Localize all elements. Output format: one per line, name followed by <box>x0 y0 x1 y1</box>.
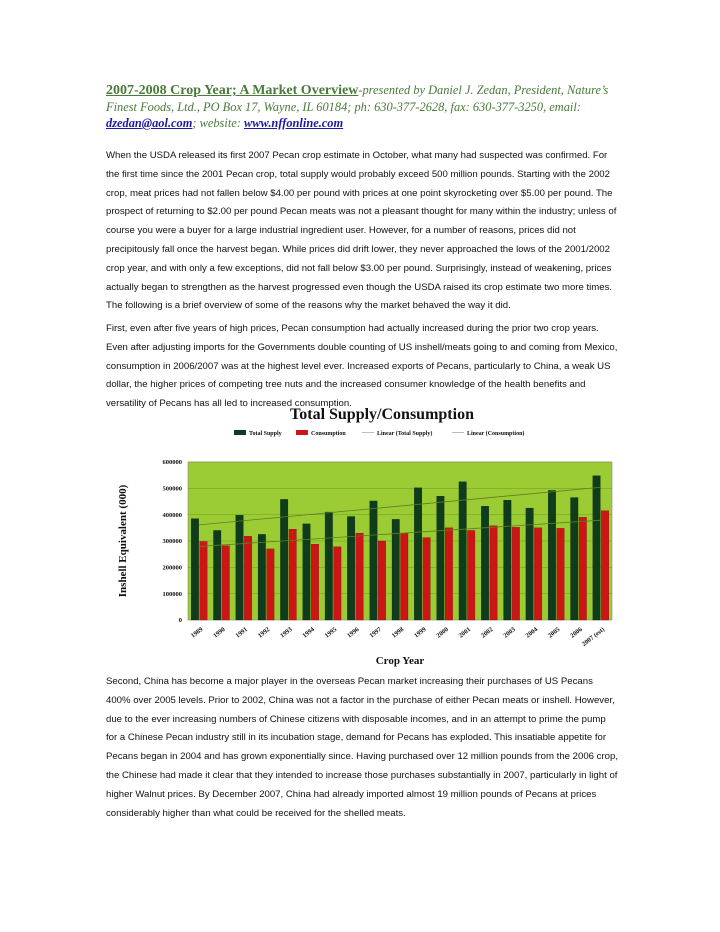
legend-label-total-supply: Total Supply <box>249 431 282 437</box>
chart-title: Total Supply/Consumption <box>290 406 474 423</box>
email-link[interactable]: dzedan@aol.com <box>106 116 193 130</box>
bar-total-supply <box>548 490 556 620</box>
presenter-byline: -presented by Daniel J. Zedan, President, Nature’s Finest Foods, Ltd., PO Box 17, Wayne, IL 60184; ph: 630-377-2628, fax: 630-377-3250, email: <box>106 83 609 114</box>
x-tick-label: 1990 <box>212 626 227 640</box>
bar-total-supply <box>593 476 601 620</box>
bar-consumption <box>200 542 208 620</box>
bar-total-supply <box>414 488 422 620</box>
bar-consumption <box>445 528 453 620</box>
document-title: 2007-2008 Crop Year; A Market Overview <box>106 83 359 98</box>
paragraph-1: When the USDA released its first 2007 Pecan crop estimate in October, what many had suspected was confirmed. For the first time since the 2001 Pecan crop, total supply would probably exceed 500 million pounds. Starting with the 2002 crop, meat prices had not fallen below $4.00 per pound with prices at one point skyrocketing over $5.00 per pound. The prospect of returning to $2.00 per pound Pecan meats was not a pleasant thought for many within the industry; unless of course you were a buyer for a large industrial ingredient user. However, for a number of reasons, prices did not precipitously fall once the harvest began. While prices did drift lower, they never approached the lows of the 2001/2002 crop year, and with only a few exceptions, did not fall below $3.00 per pound. Surprisingly, instead of weakening, prices actually began to strengthen as the harvest progressed even though the USDA raised its crop estimate two more times. The following is a brief overview of some of the reasons why the market behaved the way it did. <box>106 150 617 312</box>
bar-total-supply <box>392 519 400 620</box>
bar-total-supply <box>303 524 311 620</box>
bar-total-supply <box>213 530 221 620</box>
document-header <box>106 82 626 131</box>
x-tick-label: 2007 (est) <box>580 626 607 648</box>
bar-consumption <box>601 511 609 620</box>
legend-label-linear-consumption: Linear (Consumption) <box>467 431 525 437</box>
supply-consumption-chart <box>106 400 618 672</box>
x-tick-label: 2006 <box>569 626 584 640</box>
website-link[interactable]: www.nffonline.com <box>244 116 344 130</box>
paragraph-2: First, even after five years of high prices, Pecan consumption had actually increased during the prior two crop years. Even after adjusting imports for the Governments double counting of US inshell/meats going to and coming from Mexico, consumption in 2006/2007 was at the highest level ever. Increased exports of Pecans, particularly to China, a weak US dollar, the higher prices of competing tree nuts and the increased consumer knowledge of the health benefits and versatility of Pecans has all led to increased consumption. <box>106 323 618 410</box>
bar-consumption <box>378 541 386 620</box>
x-tick-label: 1991 <box>234 626 250 640</box>
x-tick-label: 1994 <box>301 626 316 640</box>
bar-total-supply <box>459 482 467 620</box>
y-tick-label: 300000 <box>162 538 182 546</box>
bar-total-supply <box>370 501 378 620</box>
bar-consumption <box>423 538 431 620</box>
bar-consumption <box>557 528 565 620</box>
bar-consumption <box>267 549 275 620</box>
bar-total-supply <box>191 519 199 620</box>
x-tick-label: 1996 <box>346 626 361 640</box>
bar-consumption <box>579 517 587 620</box>
bar-total-supply <box>504 500 512 620</box>
bar-consumption <box>222 546 230 620</box>
website-prefix: ; website: <box>192 116 244 130</box>
bar-total-supply <box>571 498 579 620</box>
bar-consumption <box>311 544 319 620</box>
bar-total-supply <box>325 512 333 620</box>
bar-total-supply <box>481 506 489 620</box>
bar-consumption <box>467 530 475 620</box>
bar-consumption <box>534 528 542 620</box>
chart-svg <box>106 400 618 672</box>
x-tick-label: 1999 <box>412 626 428 640</box>
x-tick-label: 1997 <box>368 626 383 640</box>
y-tick-label: 0 <box>178 617 182 625</box>
legend-label-consumption: Consumption <box>311 431 346 437</box>
bar-consumption <box>244 536 252 620</box>
paragraph-3: Second, China has become a major player in the overseas Pecan market increasing their purchases of US Pecans 400% over 2005 levels. Prior to 2002, China was not a factor in the purchase of either Pecan meats or inshell. However, due to the ever increasing numbers of Chinese citizens with disposable incomes, and in an attempt to prime the pump for a Chinese Pecan industry still in its incubation stage, demand for Pecans has exploded. This insatiable appetite for Pecans began in 2004 and has grown exponentially since. Having purchased over 12 million pounds from the 2006 crop, the Chinese had made it clear that they intended to increase those purchases substantially in 2007, particularly in light of higher Walnut prices. By December 2007, China had already imported almost 19 million pounds of Pecans at prices considerably higher than what could be received for the shelled meats. <box>106 676 618 819</box>
x-tick-label: 2000 <box>435 626 450 640</box>
x-tick-label: 2001 <box>457 626 473 640</box>
x-tick-label: 2002 <box>479 626 495 640</box>
y-tick-label: 600000 <box>162 459 182 467</box>
bar-consumption <box>512 527 520 620</box>
legend-swatch-consumption <box>296 430 308 435</box>
x-tick-label: 1998 <box>390 626 406 640</box>
y-tick-label: 100000 <box>162 590 182 598</box>
x-tick-label: 1989 <box>189 626 205 640</box>
bar-total-supply <box>258 534 266 620</box>
x-tick-label: 1993 <box>279 626 294 640</box>
x-axis-label: Crop Year <box>375 655 425 667</box>
x-tick-label: 2003 <box>502 626 517 640</box>
bar-consumption <box>334 547 342 620</box>
y-axis-label: Inshell Equivalent (000) <box>117 484 129 598</box>
x-tick-label: 1995 <box>323 626 339 640</box>
bar-total-supply <box>347 517 355 620</box>
legend-swatch-total-supply <box>234 430 246 435</box>
bar-consumption <box>401 533 409 620</box>
x-tick-label: 2005 <box>546 626 562 640</box>
bar-consumption <box>490 526 498 620</box>
y-tick-label: 500000 <box>162 485 182 493</box>
x-tick-label: 2004 <box>524 626 540 640</box>
bar-consumption <box>289 529 297 620</box>
y-tick-label: 200000 <box>162 564 182 572</box>
y-tick-label: 400000 <box>162 511 182 519</box>
bar-consumption <box>356 533 364 620</box>
legend-label-linear-total-supply: Linear (Total Supply) <box>377 431 433 437</box>
x-tick-label: 1992 <box>256 626 272 640</box>
bar-total-supply <box>236 515 244 620</box>
bar-total-supply <box>437 496 445 620</box>
